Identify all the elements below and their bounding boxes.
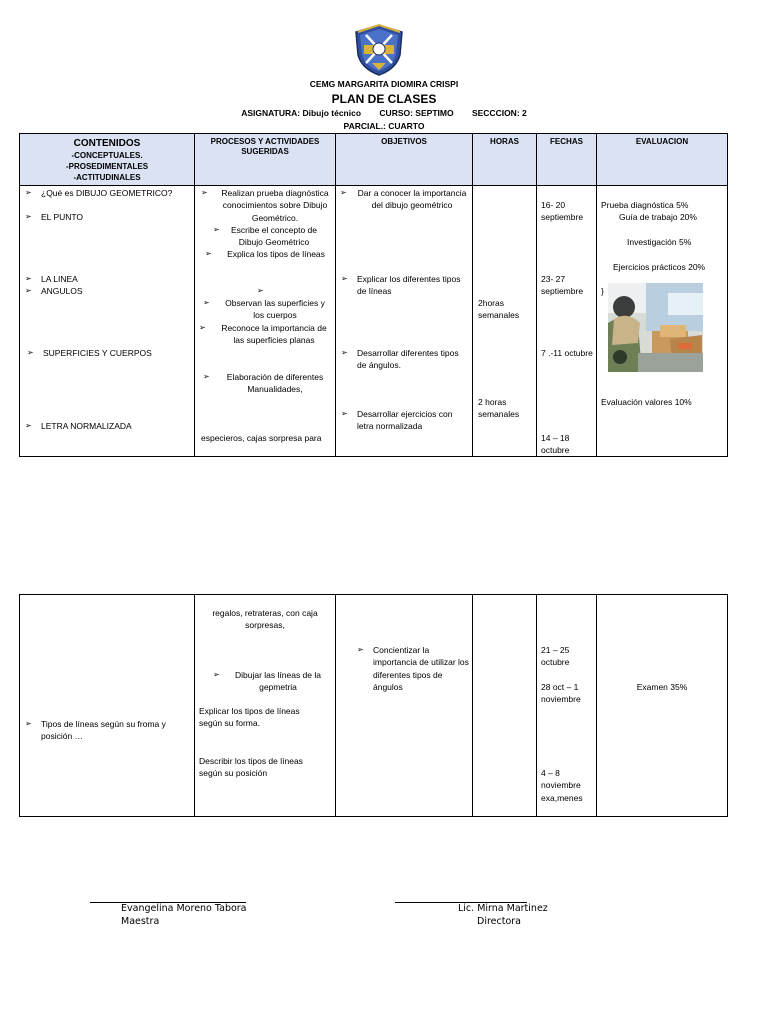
list-item: ➢ EL PUNTO	[41, 211, 191, 223]
evaluation-text: Investigación 5%	[627, 237, 692, 247]
date-text: 28 oct – 1 noviembre	[541, 682, 581, 705]
header-contenidos: CONTENIDOS -CONCEPTUALES. -PROSEDIMENTALES -ACTITUDINALES	[20, 134, 195, 186]
date-text: 4 – 8 noviembre exa,menes	[541, 768, 583, 803]
list-item: ➢ Tipos de líneas según su froma y posición …	[41, 718, 191, 743]
list-item: ➢ Observan las superficies y los cuerpos	[219, 297, 331, 322]
date-text: 23- 27 septiembre	[541, 274, 584, 297]
classroom-photo	[608, 283, 703, 372]
cell-procesos	[195, 186, 336, 457]
cell-contenidos	[20, 595, 195, 817]
school-name: CEMG MARGARITA DIOMIRA CRISPI	[309, 79, 459, 89]
list-item: ➢ Concientizar la importancia de utilizar los diferentes tipos de ángulos	[373, 644, 469, 693]
evaluation-text: Ejercicios prácticos 20%	[613, 262, 706, 272]
cell-horas	[473, 595, 537, 817]
school-crest-logo	[352, 23, 406, 77]
director-role: Directora	[477, 916, 521, 927]
cell-fechas	[537, 595, 597, 817]
list-item: ➢ Explicar los diferentes tipos de líneas	[357, 273, 469, 298]
table-row	[20, 595, 728, 817]
lesson-plan-table-continued	[19, 594, 728, 817]
header-fechas: FECHAS	[537, 134, 597, 186]
cell-procesos	[195, 595, 336, 817]
cell-fechas	[537, 186, 597, 457]
teacher-name: Evangelina Moreno Tabora	[121, 903, 247, 914]
list-item: ➢ Dar a conocer la importancia del dibujo geométrico	[356, 187, 468, 212]
header-horas: HORAS	[473, 134, 537, 186]
list-item: ➢ ¿Qué es DIBUJO GEOMETRICO?	[41, 187, 191, 199]
section: SECCCION: 2	[471, 108, 527, 118]
header-objetivos: OBJETIVOS	[336, 134, 473, 186]
cell-objetivos	[336, 595, 473, 817]
hours-text: 2 horas semanales	[478, 397, 520, 420]
table-header-row	[20, 134, 728, 186]
evaluation-text: Prueba diagnóstica 5%	[601, 200, 689, 210]
list-item: ➢ Escribe el concepto de Dibujo Geométrico	[229, 224, 319, 249]
process-text: regalos, retrateras, con caja sorpresas,	[212, 608, 318, 631]
list-item: ➢ Dibujar las líneas de la gepmetria	[229, 669, 327, 694]
cell-contenidos	[20, 186, 195, 457]
list-item: ➢ SUPERFICIES Y CUERPOS	[43, 347, 193, 359]
header-procesos: PROCESOS Y ACTIVIDADES SUGERIDAS	[195, 134, 336, 186]
parcial: PARCIAL.: CUARTO	[343, 121, 425, 131]
director-name: Lic. Mirna Martinez	[458, 903, 548, 914]
list-item: ➢ Explica los tipos de líneas	[221, 248, 331, 260]
evaluation-text: Examen 35%	[636, 682, 688, 692]
cell-horas	[473, 186, 537, 457]
date-text: 7 .-11 octubre	[541, 348, 593, 358]
list-item: ➢ LA LINEA	[41, 273, 191, 285]
list-item: ➢ Elaboración de diferentes Manualidades,	[219, 371, 331, 396]
list-item: ➢ Desarrollar diferentes tipos de ángulos.	[357, 347, 469, 372]
date-text: 14 – 18 octubre	[541, 433, 570, 456]
subject: ASIGNATURA: Dibujo técnico	[241, 108, 362, 118]
teacher-role: Maestra	[121, 916, 160, 927]
header-evaluacion: EVALUACION	[597, 134, 728, 186]
list-item: ➢ LETRA NORMALIZADA	[41, 420, 191, 432]
cell-objetivos	[336, 186, 473, 457]
evaluation-text: Guía de trabajo 20%	[619, 212, 697, 222]
process-text: especieros, cajas sorpresa para	[201, 433, 322, 443]
plan-title: PLAN DE CLASES	[331, 92, 437, 106]
cell-evaluacion	[597, 595, 728, 817]
date-text: 21 – 25 octubre	[541, 645, 570, 668]
subject-line	[0, 109, 768, 118]
list-item: ➢ Desarrollar ejercicios con letra normalizada	[357, 408, 469, 433]
list-item: ➢ ANGULOS	[41, 285, 191, 297]
list-item: ➢ Realizan prueba diagnóstica conocimientos sobre Dibujo Geométrico.	[217, 187, 333, 224]
date-text: 16- 20 septiembre	[541, 200, 584, 223]
hours-text: 2horas semanales	[478, 298, 520, 321]
list-item: ➢ Reconoce la importancia de las superficies planas	[215, 322, 333, 347]
evaluation-text: Evaluación valores 10%	[601, 397, 692, 407]
evaluation-text: }	[601, 286, 604, 296]
course: CURSO: SEPTIMO	[379, 108, 454, 118]
process-text: Describir los tipos de líneas según su posición	[199, 756, 303, 779]
process-text: Explicar los tipos de líneas según su forma.	[199, 706, 300, 729]
